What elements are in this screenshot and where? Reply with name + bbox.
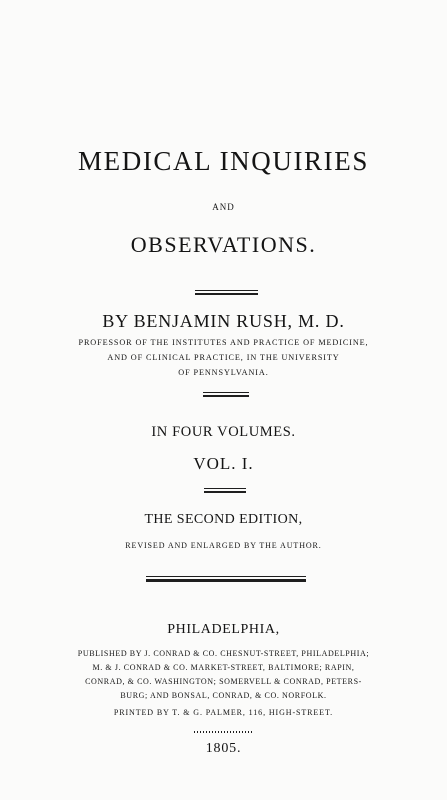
- publisher-line: PUBLISHED BY J. CONRAD & CO. CHESNUT-STREET, PHILADELPHIA;: [77, 649, 370, 658]
- divider-rule: [203, 392, 249, 393]
- publisher-line: M. & J. CONRAD & CO. MARKET-STREET, BALTIMORE; RAPIN,: [92, 663, 355, 672]
- dotted-rule: [194, 731, 254, 733]
- edition-note: REVISED AND ENLARGED BY THE AUTHOR.: [125, 541, 322, 550]
- divider-rule: [195, 293, 258, 295]
- printer-line: PRINTED BY T. & G. PALMER, 116, HIGH-STREET.: [113, 708, 334, 717]
- divider-rule: [204, 491, 246, 493]
- publisher-line: CONRAD, & CO. WASHINGTON; SOMERVELL & CONRAD, PETERS-: [85, 677, 362, 686]
- divider-rule: [195, 290, 258, 291]
- divider-rule: [146, 579, 306, 582]
- title-conjunction: AND: [212, 202, 235, 212]
- divider-rule: [204, 488, 246, 489]
- divider-rule: [146, 576, 306, 577]
- book-subtitle: OBSERVATIONS.: [130, 232, 317, 257]
- edition-title: THE SECOND EDITION,: [144, 512, 303, 527]
- book-title: MEDICAL INQUIRIES: [78, 146, 369, 176]
- publication-year: 1805.: [205, 741, 242, 756]
- divider-rule: [203, 395, 249, 397]
- publisher-line: BURG; AND BONSAL, CONRAD, & CO. NORFOLK.: [120, 691, 327, 700]
- author-credentials-line: PROFESSOR OF THE INSTITUTES AND PRACTICE OF MEDICINE,: [78, 338, 369, 347]
- imprint-city: PHILADELPHIA,: [167, 622, 280, 637]
- author-credentials-line: AND OF CLINICAL PRACTICE, IN THE UNIVERSITY: [107, 353, 340, 362]
- volume-number: VOL. I.: [193, 454, 254, 473]
- author-byline: BY BENJAMIN RUSH, M. D.: [102, 311, 345, 331]
- volume-count: IN FOUR VOLUMES.: [151, 424, 296, 440]
- author-credentials-line: OF PENNSYLVANIA.: [178, 368, 269, 377]
